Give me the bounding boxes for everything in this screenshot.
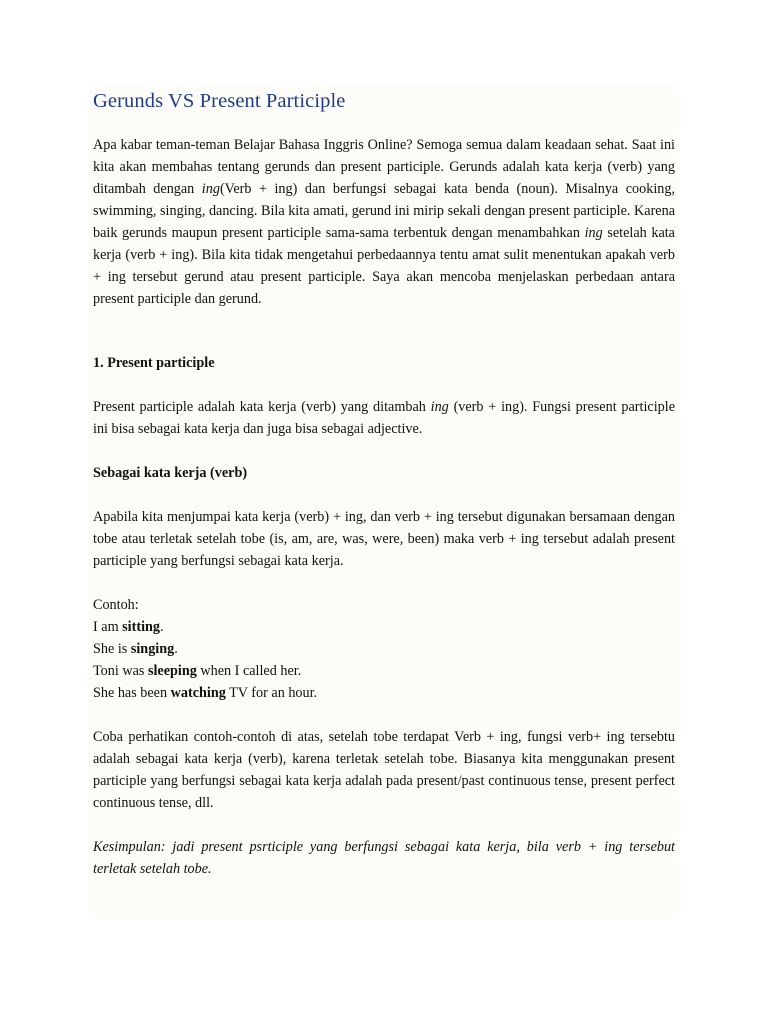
intro-text-3: setelah kata kerja (verb + ing). Bila kita tidak mengetahui perbedaannya tentu amat sulit menentukan apakah verb + ing tersebut gerund atau present participle. Saya akan mencoba menjelaskan perbedaan antara present participle dan gerund. [93, 225, 675, 307]
intro-ing-2: ing [584, 225, 603, 241]
document-content [93, 86, 675, 880]
explanation-paragraph: Coba perhatikan contoh-contoh di atas, setelah tobe terdapat Verb + ing, fungsi verb+ ing tersebtu adalah sebagai kata kerja (verb), karena terletak setelah tobe. Biasanya kita menggunakan present participle yang berfungsi sebagai kata kerja adalah pada present/past continuous tense, present perfect continuous tense, dll. [93, 729, 675, 811]
example-line: She has been watching TV for an hour. [93, 685, 318, 701]
intro-text-2: (Verb + ing) dan berfungsi sebagai kata benda (noun). Misalnya cooking, swimming, singing, dancing. Bila kita amati, gerund ini mirip sekali dengan present participle. Karena baik gerunds maupun present participle sama-sama terbentuk dengan menambahkan [93, 181, 675, 241]
definition-text-2: (verb + ing). Fungsi present participle ini bisa sebagai kata kerja dan juga bisa sebagai adjective. [93, 399, 675, 437]
definition-text-1: Present participle adalah kata kerja (verb) yang ditambah [93, 399, 431, 415]
examples-block [93, 594, 675, 704]
example-line: Toni was sleeping when I called her. [93, 663, 302, 679]
examples-label: Contoh: [93, 597, 139, 613]
definition-ing: ing [430, 399, 449, 415]
verb-usage-paragraph: Apabila kita menjumpai kata kerja (verb) + ing, dan verb + ing tersebut digunakan bersamaan dengan tobe atau terletak setelah tobe (is, am, are, was, were, been) maka verb + ing tersebut adalah present participle yang berfungsi sebagai kata kerja. [93, 509, 675, 569]
intro-ing-1: ing [201, 181, 220, 197]
example-line: She is singing. [93, 641, 178, 657]
example-verb: singing [130, 641, 175, 657]
section-heading-present-participle: 1. Present participle [93, 355, 215, 371]
example-verb: sitting [122, 619, 160, 635]
document-page [89, 86, 678, 918]
example-line: I am sitting. [93, 619, 164, 635]
page-title: Gerunds VS Present Participle [93, 90, 346, 112]
example-verb: watching [170, 685, 226, 701]
intro-text-1: Apa kabar teman-teman Belajar Bahasa Inggris Online? Semoga semua dalam keadaan sehat. Saat ini kita akan membahas tentang gerunds dan present participle. Gerunds adalah kata kerja (verb) yang ditambah dengan [93, 137, 675, 197]
conclusion-paragraph: Kesimpulan: jadi present psrticiple yang berfungsi sebagai kata kerja, bila verb + ing tersebut terletak setelah tobe. [93, 839, 675, 877]
subheading-verb: Sebagai kata kerja (verb) [93, 465, 248, 481]
intro-paragraph [93, 134, 675, 310]
definition-paragraph [93, 396, 675, 440]
example-verb: sleeping [147, 663, 197, 679]
